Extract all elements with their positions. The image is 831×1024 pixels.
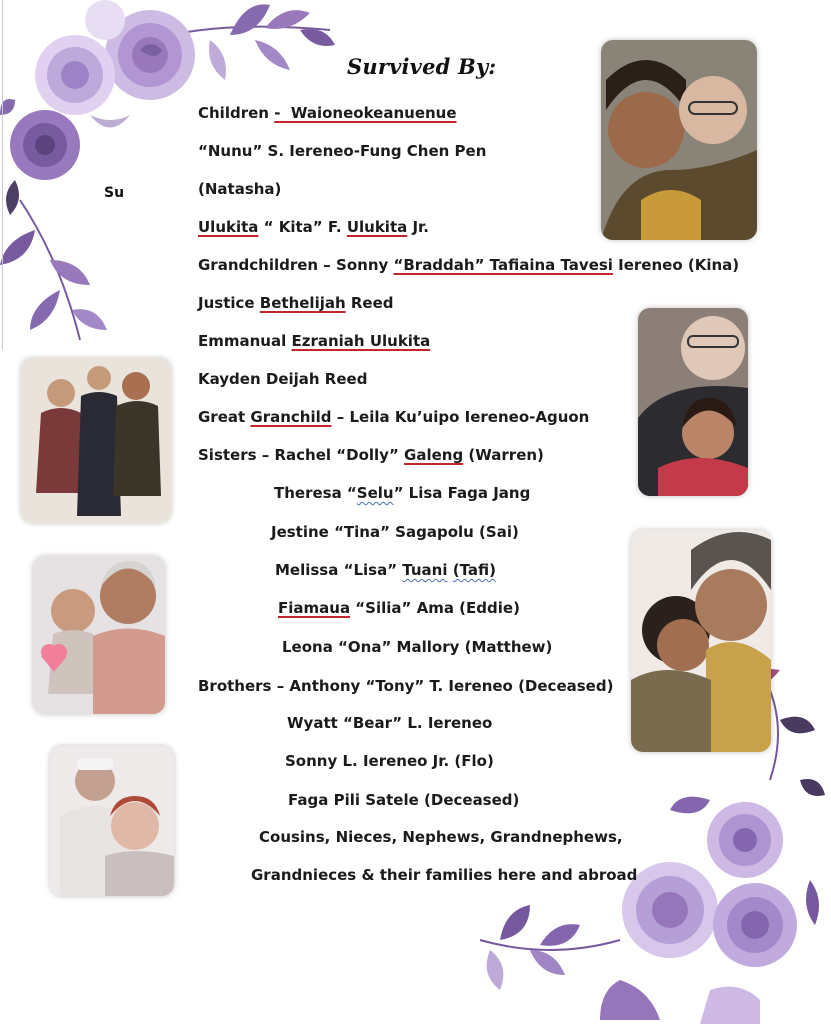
- line-text: – Leila Ku’uipo Iereneo-Aguon: [331, 408, 590, 426]
- survivor-line: [287, 714, 492, 732]
- spellcheck-flagged-text: (Tafi): [452, 561, 496, 579]
- family-photo: [33, 556, 165, 714]
- survivor-line: [251, 866, 637, 884]
- line-text: Grandchildren – Sonny: [198, 256, 394, 274]
- family-photo: [21, 358, 171, 523]
- survivor-line: [278, 599, 520, 617]
- line-text: Sonny L. Iereneo Jr. (Flo): [285, 752, 494, 770]
- spellcheck-flagged-text: Tuani: [402, 561, 448, 579]
- underlined-text: Granchild: [250, 408, 332, 426]
- line-text: Kayden Deijah Reed: [198, 370, 368, 388]
- line-text: Emmanual: [198, 332, 292, 350]
- family-photo: [50, 746, 174, 896]
- survivor-line: [198, 256, 739, 274]
- line-text: Faga Pili Satele (Deceased): [288, 791, 520, 809]
- line-text: “ Kita” F.: [258, 218, 347, 236]
- survivor-line: [198, 677, 613, 695]
- line-text: Wyatt “Bear” L. Iereneo: [287, 714, 493, 732]
- line-text: Sisters – Rachel “Dolly”: [198, 446, 405, 464]
- line-text: (Warren): [463, 446, 544, 464]
- line-text: (Natasha): [198, 180, 282, 198]
- line-text: Cousins, Nieces, Nephews, Grandnephews,: [259, 828, 623, 846]
- line-text: Justice: [198, 294, 260, 312]
- underlined-text: Ezraniah Ulukita: [291, 332, 431, 350]
- underlined-text: Bethelijah: [259, 294, 346, 312]
- underlined-text: - Waioneokeanuenue: [274, 104, 457, 122]
- family-photo: [601, 40, 757, 240]
- survivor-line: [282, 638, 552, 656]
- line-text: Melissa “Lisa”: [275, 561, 403, 579]
- survivor-line: [198, 332, 430, 350]
- line-text: Grandnieces & their families here and abroad: [251, 866, 638, 884]
- survivor-line: [198, 104, 457, 122]
- line-text: Leona “Ona” Mallory (Matthew): [282, 638, 553, 656]
- line-text: Reed: [345, 294, 394, 312]
- survivor-line: [198, 446, 544, 464]
- underlined-text: “Braddah” Tafiaina Tavesi: [393, 256, 613, 274]
- survivor-line: [285, 752, 494, 770]
- underlined-text: Galeng: [404, 446, 464, 464]
- line-text: Great: [198, 408, 251, 426]
- line-text: Brothers – Anthony “Tony” T. Iereneo (Deceased): [198, 677, 614, 695]
- line-text: Jestine “Tina” Sagapolu (Sai): [271, 523, 519, 541]
- survivor-line: [198, 370, 367, 388]
- survivor-line: [198, 218, 429, 236]
- survivor-line: [271, 523, 519, 541]
- survivor-line: [274, 484, 530, 502]
- survivor-line: [198, 180, 281, 198]
- line-text: “Nunu” S. Iereneo-Fung Chen Pen: [198, 142, 487, 160]
- underlined-text: Fiamaua: [278, 599, 351, 617]
- line-text: Children: [198, 104, 275, 122]
- line-text: Jr.: [407, 218, 430, 236]
- survivor-line: [198, 142, 486, 160]
- line-text: ” Lisa Faga Jang: [393, 484, 531, 502]
- survivor-line: [198, 294, 394, 312]
- survivor-line: [275, 561, 496, 579]
- survivor-line: [288, 791, 519, 809]
- underlined-text: Ulukita: [346, 218, 408, 236]
- underlined-text: Ulukita: [198, 218, 259, 236]
- survivor-line: [259, 828, 623, 846]
- survivor-line: [198, 408, 589, 426]
- line-text: Iereneo (Kina): [612, 256, 740, 274]
- page-title: Survived By:: [347, 54, 497, 79]
- edge-line: [2, 0, 3, 350]
- family-photo: [638, 308, 748, 496]
- spellcheck-flagged-text: Selu: [356, 484, 394, 502]
- line-text: Theresa “: [274, 484, 357, 502]
- family-photo: [631, 530, 771, 752]
- line-text: “Silia” Ama (Eddie): [350, 599, 520, 617]
- stray-text: Su: [104, 185, 125, 201]
